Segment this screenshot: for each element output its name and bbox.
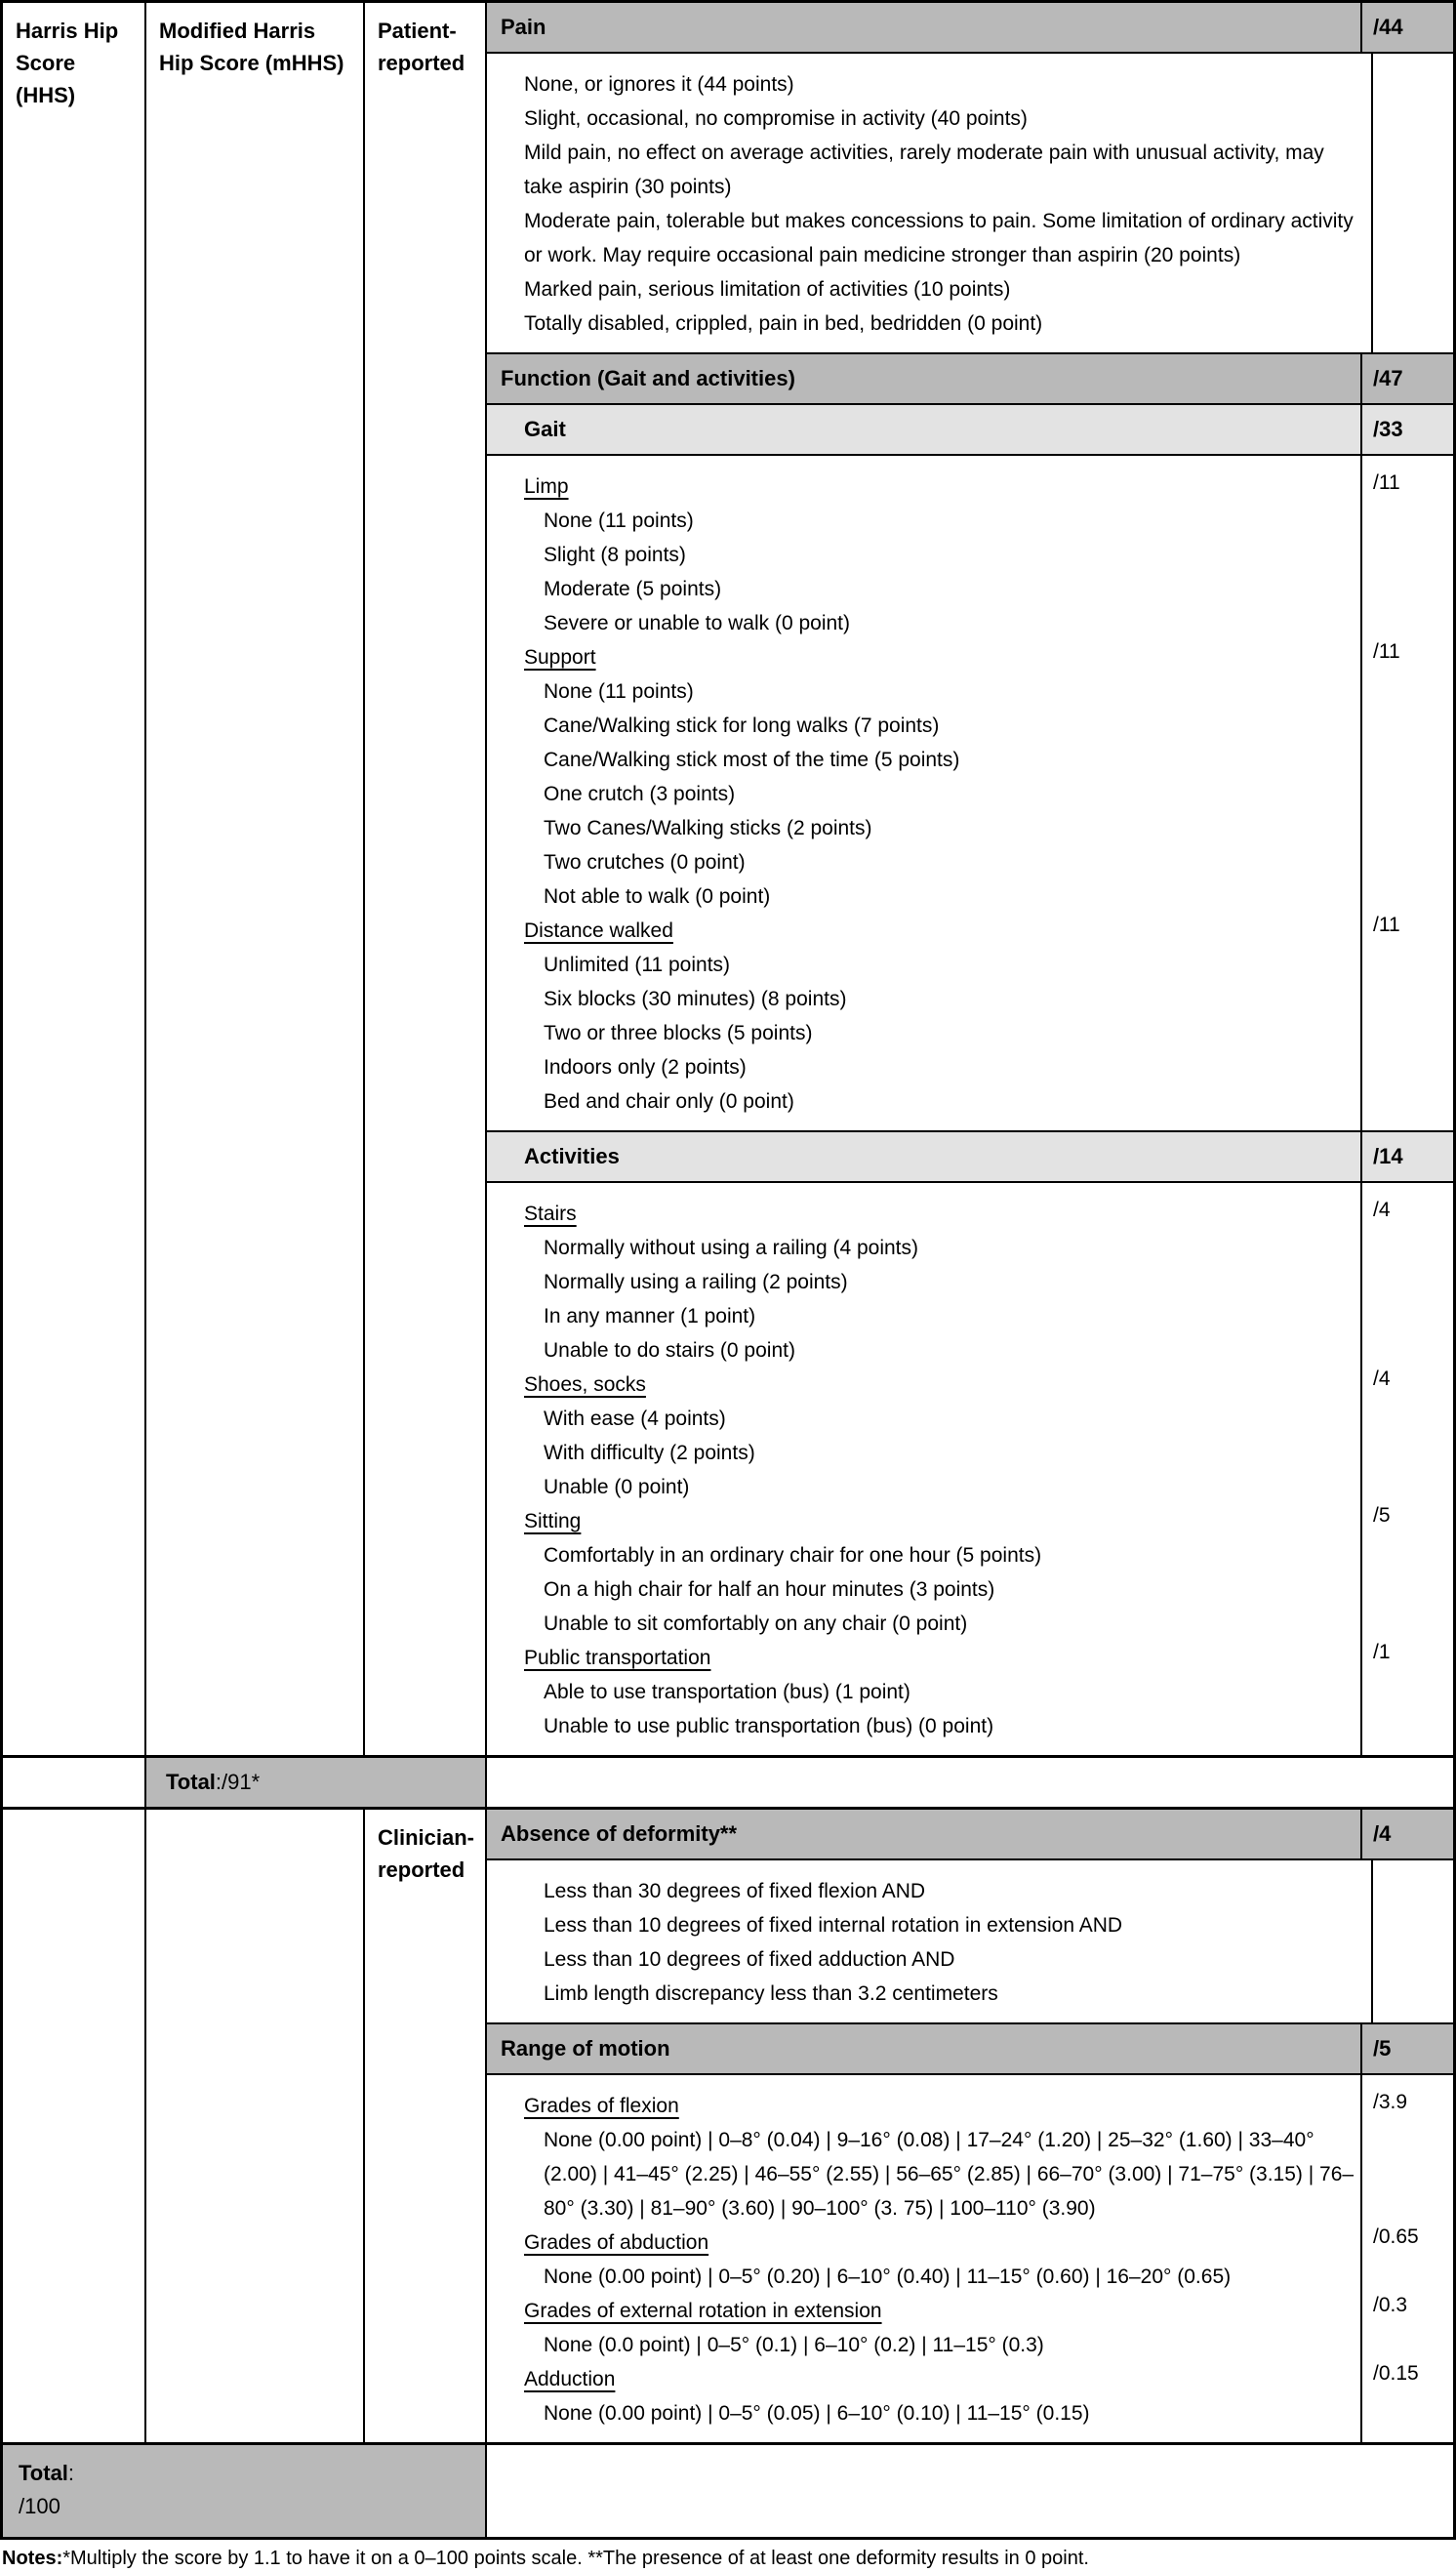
item-line: Unlimited (11 points)	[544, 954, 731, 976]
group-sitting-content	[487, 1504, 1362, 1641]
item-line: None (11 points)	[544, 680, 694, 703]
item-line: With difficulty (2 points)	[544, 1442, 755, 1464]
grand-total-colon: :	[67, 2461, 75, 2485]
pain-item: Marked pain, serious limitation of activities (10 points)	[524, 278, 1011, 301]
group-score: /0.3	[1373, 2294, 1408, 2316]
group-public-content	[487, 1641, 1362, 1755]
item-line: None (0.00 point) | 0–5° (0.20) | 6–10° (0.40) | 11–15° (0.60) | 16–20° (0.65)	[544, 2266, 1232, 2288]
cell-hhs-header: Harris Hip Score (HHS)	[3, 3, 146, 1755]
group-shoes-content	[487, 1368, 1362, 1504]
pain-score: /44	[1373, 15, 1403, 39]
item-line: Unable (0 point)	[544, 1476, 690, 1498]
group-external-rotation	[487, 2294, 1453, 2362]
group-distance-walked	[487, 914, 1453, 1130]
item-line: Moderate (5 points)	[544, 578, 722, 600]
cell-clinician-reported: Clinician-reported	[365, 1810, 487, 2442]
grand-total-cell	[3, 2445, 487, 2537]
subtotal-label: Total	[166, 1770, 216, 1794]
band-clinician-reported	[3, 1810, 1453, 2442]
grand-total-line1	[19, 2457, 485, 2490]
group-label: Sitting	[524, 1510, 582, 1532]
activities-subsection-header	[487, 1130, 1453, 1183]
group-label: Limp	[524, 475, 569, 498]
pain-item: Slight, occasional, no compromise in activity (40 points)	[524, 107, 1028, 130]
group-support-content	[487, 640, 1362, 914]
deformity-item: Less than 10 degrees of fixed internal rotation in extension AND	[544, 1914, 1123, 1937]
function-score: /47	[1373, 366, 1403, 390]
deformity-items-row	[487, 1860, 1453, 2022]
cell-patient-reported: Patient-reported	[365, 3, 487, 1755]
item-line: Able to use transportation (bus) (1 point)	[544, 1681, 910, 1703]
group-label: Shoes, socks	[524, 1373, 646, 1396]
item-line: Six blocks (30 minutes) (8 points)	[544, 988, 847, 1010]
item-line: Not able to walk (0 point)	[544, 885, 771, 908]
group-score: /4	[1373, 1368, 1391, 1390]
group-score: /4	[1373, 1199, 1391, 1221]
subtotal-cell	[146, 1758, 487, 1807]
gait-groups	[487, 456, 1453, 1130]
activities-score: /14	[1373, 1144, 1403, 1168]
cell-mhhs-header: Modified Harris Hip Score (mHHS)	[146, 3, 365, 1755]
gait-score: /33	[1373, 417, 1403, 441]
group-label: Grades of external rotation in extension	[524, 2300, 882, 2322]
item-line: Bed and chair only (0 point)	[544, 1090, 794, 1113]
item-line: In any manner (1 point)	[544, 1305, 756, 1327]
item-line: Slight (8 points)	[544, 544, 686, 566]
group-grades-of-flexion	[487, 2075, 1453, 2225]
clin-empty-col1	[3, 1810, 146, 2442]
group-label: Stairs	[524, 1203, 577, 1225]
deformity-items	[487, 1860, 1373, 2022]
deformity-item: Limb length discrepancy less than 3.2 centimeters	[544, 1982, 998, 2005]
notes-text: *Multiply the score by 1.1 to have it on a 0–100 points scale. **The presence of at least one deformity results in 0 point.	[62, 2548, 1089, 2569]
group-score: /1	[1373, 1641, 1391, 1663]
pain-items-score-col	[1373, 54, 1453, 352]
pain-items	[487, 54, 1373, 352]
gait-subsection-header	[487, 405, 1453, 456]
group-score: /11	[1373, 640, 1400, 663]
group-label: Public transportation	[524, 1647, 711, 1669]
rom-section-header	[487, 2022, 1453, 2075]
group-label: Adduction	[524, 2368, 616, 2390]
item-line: Normally without using a railing (4 points)	[544, 1237, 918, 1259]
clin-empty-col2	[146, 1810, 365, 2442]
pain-section-header	[487, 3, 1453, 54]
group-score: /5	[1373, 1504, 1391, 1527]
clinician-content-column	[487, 1810, 1453, 2442]
rom-groups	[487, 2075, 1453, 2442]
group-score: /0.65	[1373, 2225, 1419, 2248]
item-line: Two or three blocks (5 points)	[544, 1022, 813, 1044]
pain-item: Totally disabled, crippled, pain in bed, bedridden (0 point)	[524, 312, 1043, 335]
group-limp-content	[487, 456, 1362, 640]
item-line: Unable to do stairs (0 point)	[544, 1339, 795, 1362]
rom-score: /5	[1373, 2036, 1392, 2061]
subtotal-right-empty	[487, 1758, 1453, 1807]
item-line: With ease (4 points)	[544, 1408, 726, 1430]
group-public-transportation	[487, 1641, 1453, 1755]
pain-items-row	[487, 54, 1453, 352]
function-label: Function (Gait and activities)	[487, 354, 1362, 403]
activities-groups	[487, 1183, 1453, 1755]
item-line: Comfortably in an ordinary chair for one hour (5 points)	[544, 1544, 1042, 1567]
deformity-section-header	[487, 1810, 1453, 1860]
group-adduction	[487, 2362, 1453, 2442]
grand-total-label: Total	[19, 2461, 68, 2485]
item-line: None (0.00 point) | 0–8° (0.04) | 9–16° (0.08) | 17–24° (1.20) | 25–32° (1.60) | 33–40° (2.00) | 41–45° (2.25) | 46–55° (2.55) | 56–65° (2.85) | 66–70° (3.00) | 71–75° (3.15) | 76–80° (3.30) | 81–90° (3.60) | 90–100° (3. 75) | 100–110° (3.90)	[544, 2129, 1355, 2220]
pain-item: None, or ignores it (44 points)	[524, 73, 794, 96]
group-label: Grades of abduction	[524, 2231, 709, 2254]
gait-label: Gait	[487, 405, 1362, 454]
activities-label: Activities	[487, 1132, 1362, 1181]
rom-label: Range of motion	[487, 2024, 1362, 2073]
item-line: One crutch (3 points)	[544, 783, 736, 805]
notes-label: Notes:	[2, 2548, 63, 2569]
item-line: Cane/Walking stick most of the time (5 points)	[544, 749, 960, 771]
item-line: Unable to use public transportation (bus) (0 point)	[544, 1715, 994, 1737]
group-flexion-content	[487, 2075, 1362, 2225]
deformity-items-score-col	[1373, 1860, 1453, 2022]
group-external-rotation-content	[487, 2294, 1362, 2362]
subtotal-empty-cell	[3, 1758, 146, 1807]
group-shoes-socks	[487, 1368, 1453, 1504]
group-stairs	[487, 1183, 1453, 1368]
deformity-item: Less than 10 degrees of fixed adduction AND	[544, 1948, 955, 1971]
group-sitting	[487, 1504, 1453, 1641]
band-subtotal	[3, 1755, 1453, 1810]
item-line: Cane/Walking stick for long walks (7 points)	[544, 714, 940, 737]
item-line: On a high chair for half an hour minutes (3 points)	[544, 1578, 995, 1601]
table-notes	[0, 2540, 1456, 2572]
band-grand-total	[3, 2442, 1453, 2537]
item-line: Two crutches (0 point)	[544, 851, 746, 874]
group-label: Distance walked	[524, 919, 673, 942]
deformity-item: Less than 30 degrees of fixed flexion AND	[544, 1880, 926, 1902]
subtotal-value: :/91*	[215, 1770, 261, 1794]
group-support	[487, 640, 1453, 914]
group-label: Grades of flexion	[524, 2095, 679, 2117]
group-adduction-content	[487, 2362, 1362, 2442]
group-score: /11	[1373, 914, 1400, 936]
group-stairs-content	[487, 1183, 1362, 1368]
group-distance-content	[487, 914, 1362, 1130]
item-line: Two Canes/Walking sticks (2 points)	[544, 817, 872, 839]
item-line: Indoors only (2 points)	[544, 1056, 747, 1079]
pain-item: Mild pain, no effect on average activities, rarely moderate pain with unusual activity, may take aspirin (30 points)	[524, 142, 1324, 198]
band-patient-reported	[3, 3, 1453, 1755]
group-score: /0.15	[1373, 2362, 1419, 2385]
grand-total-right-empty	[487, 2445, 1453, 2537]
item-line: Unable to sit comfortably on any chair (0 point)	[544, 1613, 968, 1635]
group-grades-of-abduction	[487, 2225, 1453, 2294]
item-line: Severe or unable to walk (0 point)	[544, 612, 851, 634]
function-section-header	[487, 352, 1453, 405]
group-score: /3.9	[1373, 2091, 1408, 2113]
deformity-score: /4	[1373, 1821, 1392, 1846]
group-score: /11	[1373, 471, 1400, 494]
pain-label: Pain	[487, 3, 1362, 52]
grand-total-value: /100	[19, 2494, 61, 2518]
deformity-label: Absence of deformity**	[487, 1810, 1362, 1858]
pain-item: Moderate pain, tolerable but makes concessions to pain. Some limitation of ordinary activity or work. May require occasional pain medicine stronger than aspirin (20 points)	[524, 210, 1354, 266]
item-line: None (11 points)	[544, 510, 694, 532]
item-line: Normally using a railing (2 points)	[544, 1271, 848, 1293]
patient-content-column	[487, 3, 1453, 1755]
item-line: None (0.0 point) | 0–5° (0.1) | 6–10° (0.2) | 11–15° (0.3)	[544, 2334, 1044, 2356]
group-label: Support	[524, 646, 596, 669]
group-limp	[487, 456, 1453, 640]
item-line: None (0.00 point) | 0–5° (0.05) | 6–10° (0.10) | 11–15° (0.15)	[544, 2402, 1090, 2425]
group-abduction-content	[487, 2225, 1362, 2294]
